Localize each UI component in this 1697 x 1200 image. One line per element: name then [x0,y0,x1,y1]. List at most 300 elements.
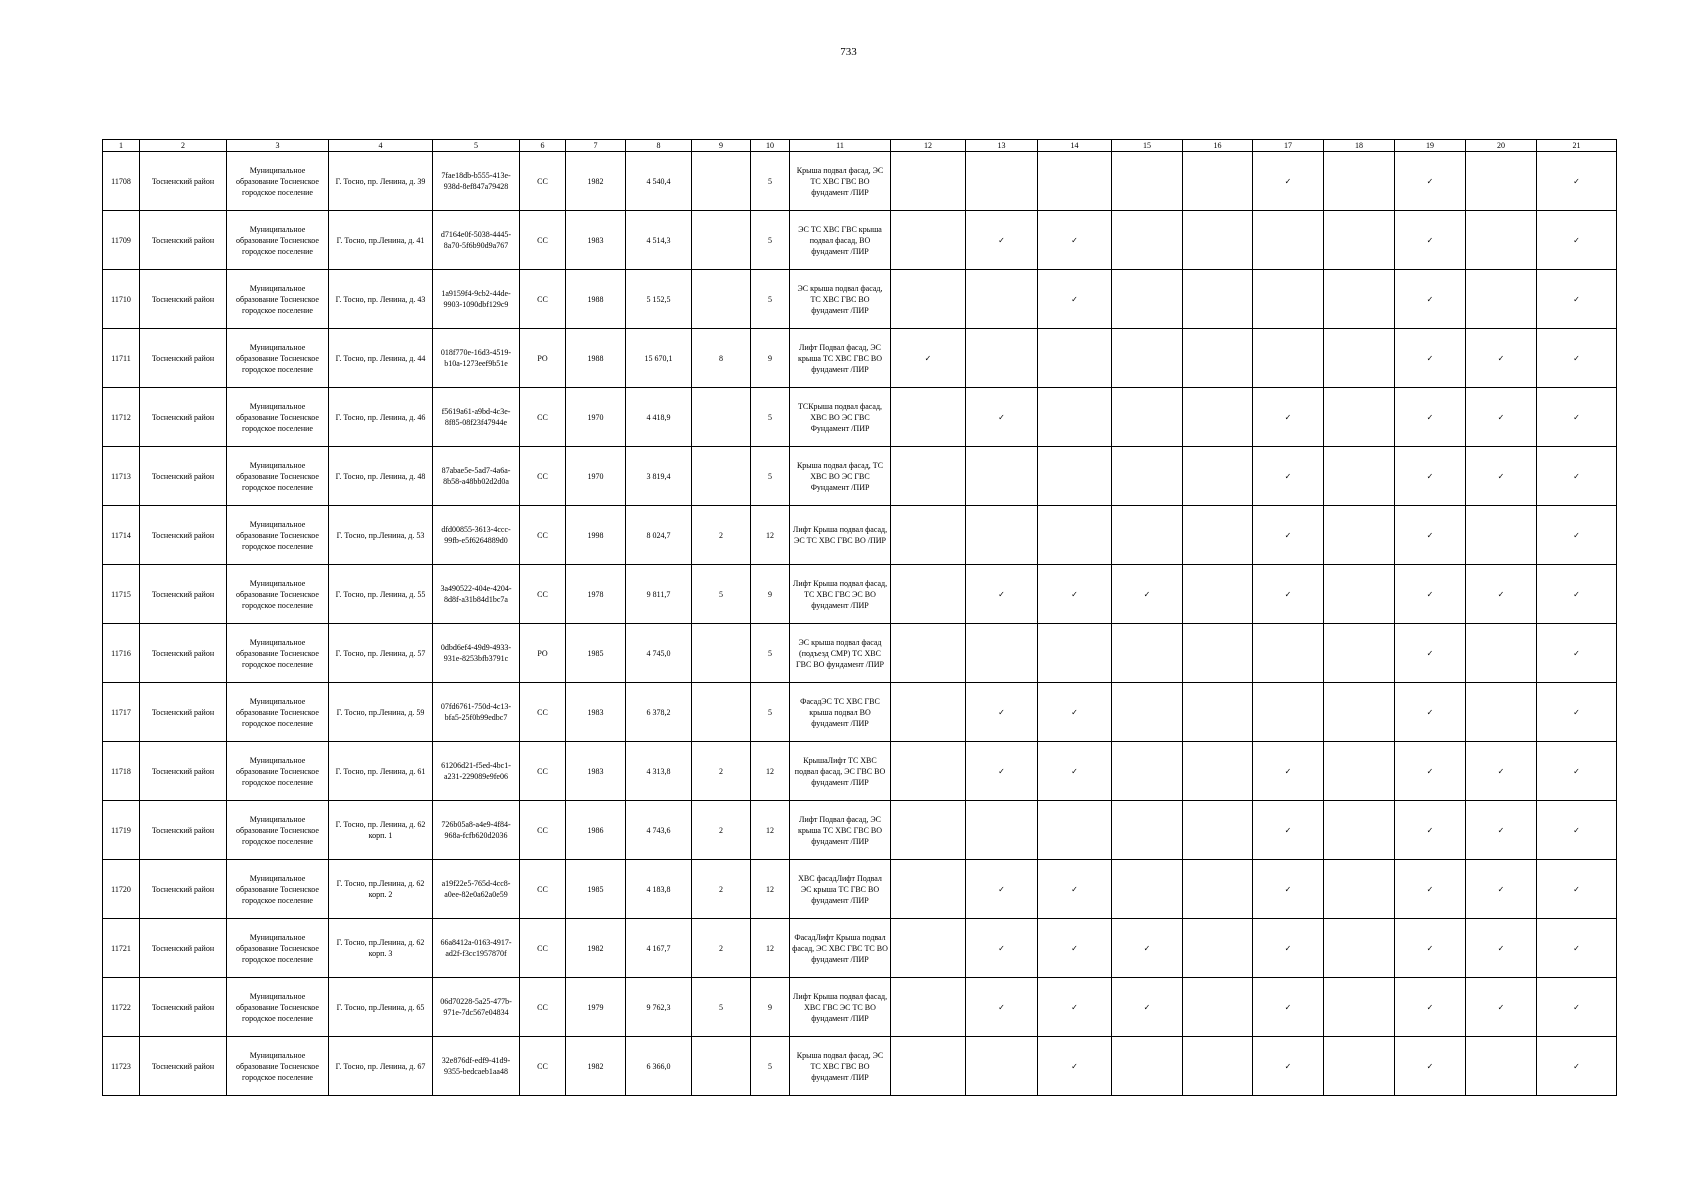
record-id-cell: 11721 [103,919,140,978]
address-cell: Г. Тосно, пр. Ленина, д. 43 [329,270,433,329]
works-list-cell: Лифт Крыша подвал фасад, ЭС ТС ХВС ГВС ВО /ПИР [790,506,891,565]
checkmark-icon: ✓ [1395,683,1466,742]
record-id-cell: 11713 [103,447,140,506]
checkmark-icon: ✓ [1253,978,1324,1037]
wall-type-cell: СС [520,683,566,742]
empty-check-cell [1183,978,1253,1037]
works-list-cell: Крыша подвал фасад, ЭС ТС ХВС ГВС ВО фундамент /ПИР [790,1037,891,1096]
area-cell: 3 819,4 [626,447,692,506]
wall-type-cell: СС [520,270,566,329]
table-row [103,152,1617,211]
district-cell: Тосненский район [140,506,227,565]
elevator-count-cell: 2 [692,742,751,801]
empty-check-cell [1466,270,1537,329]
elevator-count-cell: 5 [692,565,751,624]
checkmark-icon: ✓ [1466,447,1537,506]
empty-check-cell [1324,742,1395,801]
empty-check-cell [1038,388,1112,447]
guid-cell: 018f770e-16d3-4519-b10a-1273eef9b51e [433,329,520,388]
checkmark-icon: ✓ [1038,683,1112,742]
table-row [103,978,1617,1037]
address-cell: Г. Тосно, пр. Ленина, д. 62 корп. 1 [329,801,433,860]
empty-check-cell [1466,683,1537,742]
record-id-cell: 11717 [103,683,140,742]
wall-type-cell: СС [520,565,566,624]
checkmark-icon: ✓ [1537,447,1617,506]
address-cell: Г. Тосно, пр. Ленина, д. 48 [329,447,433,506]
wall-type-cell: СС [520,919,566,978]
area-cell: 6 378,2 [626,683,692,742]
table-row [103,388,1617,447]
checkmark-icon: ✓ [1395,860,1466,919]
wall-type-cell: СС [520,152,566,211]
empty-check-cell [891,624,966,683]
empty-check-cell [1324,329,1395,388]
checkmark-icon: ✓ [1038,270,1112,329]
checkmark-icon: ✓ [1395,919,1466,978]
floors-cell: 12 [751,506,790,565]
record-id-cell: 11718 [103,742,140,801]
area-cell: 4 313,8 [626,742,692,801]
guid-cell: 1a9159f4-9cb2-44de-9903-1090dbf129c9 [433,270,520,329]
column-header: 2 [140,140,227,152]
record-id-cell: 11715 [103,565,140,624]
empty-check-cell [891,860,966,919]
record-id-cell: 11714 [103,506,140,565]
guid-cell: 3a490522-404e-4204-8d8f-a31b84d1bc7a [433,565,520,624]
column-header: 9 [692,140,751,152]
checkmark-icon: ✓ [1038,978,1112,1037]
guid-cell: 0dbd6ef4-49d9-4933-931e-8253bfb3791c [433,624,520,683]
column-header: 14 [1038,140,1112,152]
guid-cell: f5619a61-a9bd-4c3e-8f85-08f23f47944e [433,388,520,447]
table-body [103,152,1617,1096]
year-cell: 1970 [566,447,626,506]
empty-check-cell [1324,860,1395,919]
guid-cell: 726b05a8-a4e9-4f84-968a-fcfb620d2036 [433,801,520,860]
district-cell: Тосненский район [140,742,227,801]
elevator-count-cell [692,270,751,329]
elevator-count-cell [692,624,751,683]
empty-check-cell [1112,388,1183,447]
empty-check-cell [1112,683,1183,742]
table-row [103,329,1617,388]
table-row [103,565,1617,624]
checkmark-icon: ✓ [966,742,1038,801]
municipality-cell: Муниципальное образование Тосненское городское поселение [227,801,329,860]
column-header: 7 [566,140,626,152]
address-cell: Г. Тосно, пр. Ленина, д. 57 [329,624,433,683]
municipality-cell: Муниципальное образование Тосненское городское поселение [227,624,329,683]
year-cell: 1986 [566,801,626,860]
column-header: 1 [103,140,140,152]
column-header: 3 [227,140,329,152]
empty-check-cell [1112,624,1183,683]
empty-check-cell [1253,329,1324,388]
empty-check-cell [1038,801,1112,860]
floors-cell: 5 [751,447,790,506]
checkmark-icon: ✓ [1537,211,1617,270]
district-cell: Тосненский район [140,270,227,329]
empty-check-cell [1324,801,1395,860]
empty-check-cell [1112,860,1183,919]
floors-cell: 5 [751,152,790,211]
empty-check-cell [1183,447,1253,506]
empty-check-cell [1038,624,1112,683]
elevator-count-cell [692,211,751,270]
address-cell: Г. Тосно, пр. Ленина, д. 61 [329,742,433,801]
checkmark-icon: ✓ [1537,860,1617,919]
floors-cell: 9 [751,565,790,624]
checkmark-icon: ✓ [1253,152,1324,211]
elevator-count-cell [692,683,751,742]
area-cell: 8 024,7 [626,506,692,565]
municipality-cell: Муниципальное образование Тосненское городское поселение [227,329,329,388]
checkmark-icon: ✓ [1537,329,1617,388]
empty-check-cell [1183,683,1253,742]
elevator-count-cell [692,152,751,211]
empty-check-cell [1466,152,1537,211]
record-id-cell: 11719 [103,801,140,860]
column-header: 10 [751,140,790,152]
table-row [103,506,1617,565]
area-cell: 4 540,4 [626,152,692,211]
district-cell: Тосненский район [140,860,227,919]
table-row [103,919,1617,978]
works-list-cell: ХВС фасадЛифт Подвал ЭС крыша ТС ГВС ВО фундамент /ПИР [790,860,891,919]
column-header: 19 [1395,140,1466,152]
checkmark-icon: ✓ [1038,211,1112,270]
empty-check-cell [1466,1037,1537,1096]
year-cell: 1979 [566,978,626,1037]
checkmark-icon: ✓ [1537,919,1617,978]
empty-check-cell [1324,506,1395,565]
works-list-cell: ЭС крыша подвал фасад, ТС ХВС ГВС ВО фундамент /ПИР [790,270,891,329]
wall-type-cell: СС [520,860,566,919]
empty-check-cell [891,388,966,447]
checkmark-icon: ✓ [1112,919,1183,978]
checkmark-icon: ✓ [1466,860,1537,919]
checkmark-icon: ✓ [1038,919,1112,978]
municipality-cell: Муниципальное образование Тосненское городское поселение [227,1037,329,1096]
year-cell: 1998 [566,506,626,565]
checkmark-icon: ✓ [966,388,1038,447]
table-row [103,624,1617,683]
district-cell: Тосненский район [140,683,227,742]
column-header: 21 [1537,140,1617,152]
works-list-cell: КрышаЛифт ТС ХВС подвал фасад, ЭС ГВС ВО фундамент /ПИР [790,742,891,801]
works-list-cell: Крыша подвал фасад, ТС ХВС ВО ЭС ГВС Фундамент /ПИР [790,447,891,506]
floors-cell: 5 [751,1037,790,1096]
floors-cell: 5 [751,270,790,329]
municipality-cell: Муниципальное образование Тосненское городское поселение [227,683,329,742]
empty-check-cell [1324,1037,1395,1096]
checkmark-icon: ✓ [1038,565,1112,624]
wall-type-cell: СС [520,506,566,565]
address-cell: Г. Тосно, пр.Ленина, д. 62 корп. 3 [329,919,433,978]
municipality-cell: Муниципальное образование Тосненское городское поселение [227,506,329,565]
checkmark-icon: ✓ [1395,801,1466,860]
year-cell: 1982 [566,1037,626,1096]
record-id-cell: 11711 [103,329,140,388]
checkmark-icon: ✓ [1466,742,1537,801]
checkmark-icon: ✓ [1253,860,1324,919]
checkmark-icon: ✓ [1537,624,1617,683]
address-cell: Г. Тосно, пр.Ленина, д. 59 [329,683,433,742]
column-number-header-row [103,140,1617,152]
empty-check-cell [1183,565,1253,624]
address-cell: Г. Тосно, пр. Ленина, д. 44 [329,329,433,388]
year-cell: 1982 [566,919,626,978]
checkmark-icon: ✓ [1537,270,1617,329]
checkmark-icon: ✓ [1395,978,1466,1037]
checkmark-icon: ✓ [1395,742,1466,801]
checkmark-icon: ✓ [1395,624,1466,683]
empty-check-cell [1324,624,1395,683]
elevator-count-cell: 2 [692,506,751,565]
empty-check-cell [1324,388,1395,447]
empty-check-cell [1324,270,1395,329]
checkmark-icon: ✓ [1253,919,1324,978]
year-cell: 1983 [566,683,626,742]
checkmark-icon: ✓ [1537,683,1617,742]
empty-check-cell [1466,211,1537,270]
checkmark-icon: ✓ [1466,978,1537,1037]
area-cell: 15 670,1 [626,329,692,388]
empty-check-cell [1038,447,1112,506]
address-cell: Г. Тосно, пр.Ленина, д. 41 [329,211,433,270]
floors-cell: 5 [751,388,790,447]
empty-check-cell [1112,742,1183,801]
checkmark-icon: ✓ [1466,329,1537,388]
empty-check-cell [1253,683,1324,742]
table-row [103,742,1617,801]
elevator-count-cell [692,1037,751,1096]
empty-check-cell [1112,1037,1183,1096]
checkmark-icon: ✓ [966,978,1038,1037]
floors-cell: 9 [751,329,790,388]
empty-check-cell [891,565,966,624]
works-list-cell: ЭС ТС ХВС ГВС крыша подвал фасад, ВО фундамент /ПИР [790,211,891,270]
column-header: 5 [433,140,520,152]
address-cell: Г. Тосно, пр. Ленина, д. 55 [329,565,433,624]
column-header: 16 [1183,140,1253,152]
works-list-cell: Лифт Подвал фасад, ЭС крыша ТС ХВС ГВС ВО фундамент /ПИР [790,801,891,860]
checkmark-icon: ✓ [966,683,1038,742]
year-cell: 1970 [566,388,626,447]
record-id-cell: 11710 [103,270,140,329]
empty-check-cell [1112,152,1183,211]
municipality-cell: Муниципальное образование Тосненское городское поселение [227,565,329,624]
checkmark-icon: ✓ [1253,742,1324,801]
table-row [103,860,1617,919]
column-header: 20 [1466,140,1537,152]
district-cell: Тосненский район [140,565,227,624]
municipality-cell: Муниципальное образование Тосненское городское поселение [227,211,329,270]
checkmark-icon: ✓ [1537,152,1617,211]
empty-check-cell [891,211,966,270]
column-header: 4 [329,140,433,152]
area-cell: 4 183,8 [626,860,692,919]
area-cell: 4 745,0 [626,624,692,683]
checkmark-icon: ✓ [1038,742,1112,801]
elevator-count-cell: 2 [692,801,751,860]
guid-cell: 87abae5e-5ad7-4a6a-8b58-a48bb02d2d0a [433,447,520,506]
empty-check-cell [966,801,1038,860]
empty-check-cell [1253,211,1324,270]
checkmark-icon: ✓ [1537,565,1617,624]
municipality-cell: Муниципальное образование Тосненское городское поселение [227,978,329,1037]
column-header: 6 [520,140,566,152]
floors-cell: 12 [751,860,790,919]
wall-type-cell: СС [520,388,566,447]
municipality-cell: Муниципальное образование Тосненское городское поселение [227,152,329,211]
table-row [103,270,1617,329]
floors-cell: 5 [751,211,790,270]
floors-cell: 12 [751,742,790,801]
empty-check-cell [1112,447,1183,506]
empty-check-cell [891,270,966,329]
empty-check-cell [1112,211,1183,270]
year-cell: 1985 [566,860,626,919]
record-id-cell: 11716 [103,624,140,683]
area-cell: 4 167,7 [626,919,692,978]
empty-check-cell [966,447,1038,506]
column-header: 18 [1324,140,1395,152]
year-cell: 1983 [566,742,626,801]
empty-check-cell [1466,624,1537,683]
empty-check-cell [891,919,966,978]
year-cell: 1985 [566,624,626,683]
works-list-cell: Лифт Крыша подвал фасад, ХВС ГВС ЭС ТС ВО фундамент /ПИР [790,978,891,1037]
empty-check-cell [966,329,1038,388]
table-row [103,447,1617,506]
municipality-cell: Муниципальное образование Тосненское городское поселение [227,447,329,506]
empty-check-cell [1324,978,1395,1037]
checkmark-icon: ✓ [966,919,1038,978]
checkmark-icon: ✓ [1466,919,1537,978]
district-cell: Тосненский район [140,919,227,978]
empty-check-cell [1183,152,1253,211]
page-number: 733 [840,46,857,58]
guid-cell: 06d70228-5a25-477b-971e-7dc567e04834 [433,978,520,1037]
floors-cell: 9 [751,978,790,1037]
column-header: 13 [966,140,1038,152]
checkmark-icon: ✓ [1537,1037,1617,1096]
district-cell: Тосненский район [140,388,227,447]
area-cell: 9 811,7 [626,565,692,624]
address-cell: Г. Тосно, пр. Ленина, д. 46 [329,388,433,447]
floors-cell: 12 [751,919,790,978]
area-cell: 5 152,5 [626,270,692,329]
municipality-cell: Муниципальное образование Тосненское городское поселение [227,388,329,447]
checkmark-icon: ✓ [1466,388,1537,447]
empty-check-cell [1324,152,1395,211]
empty-check-cell [891,683,966,742]
column-header: 11 [790,140,891,152]
checkmark-icon: ✓ [966,211,1038,270]
checkmark-icon: ✓ [1253,447,1324,506]
address-cell: Г. Тосно, пр. Ленина, д. 67 [329,1037,433,1096]
empty-check-cell [1038,329,1112,388]
year-cell: 1982 [566,152,626,211]
column-header: 17 [1253,140,1324,152]
guid-cell: 07fd6761-750d-4c13-bfa5-25f0b99edbc7 [433,683,520,742]
record-id-cell: 11709 [103,211,140,270]
empty-check-cell [1183,624,1253,683]
checkmark-icon: ✓ [1537,388,1617,447]
empty-check-cell [966,506,1038,565]
record-id-cell: 11712 [103,388,140,447]
empty-check-cell [1183,919,1253,978]
elevator-count-cell: 2 [692,919,751,978]
floors-cell: 5 [751,624,790,683]
empty-check-cell [891,742,966,801]
empty-check-cell [1324,919,1395,978]
empty-check-cell [891,1037,966,1096]
wall-type-cell: СС [520,1037,566,1096]
table-row [103,683,1617,742]
address-cell: Г. Тосно, пр.Ленина, д. 65 [329,978,433,1037]
address-cell: Г. Тосно, пр.Ленина, д. 53 [329,506,433,565]
column-header: 12 [891,140,966,152]
empty-check-cell [966,624,1038,683]
address-cell: Г. Тосно, пр.Ленина, д. 62 корп. 2 [329,860,433,919]
area-cell: 9 762,3 [626,978,692,1037]
checkmark-icon: ✓ [1395,270,1466,329]
empty-check-cell [1183,388,1253,447]
district-cell: Тосненский район [140,978,227,1037]
year-cell: 1983 [566,211,626,270]
checkmark-icon: ✓ [1253,388,1324,447]
checkmark-icon: ✓ [1537,801,1617,860]
district-cell: Тосненский район [140,152,227,211]
checkmark-icon: ✓ [1395,388,1466,447]
checkmark-icon: ✓ [1537,978,1617,1037]
checkmark-icon: ✓ [1038,1037,1112,1096]
works-list-cell: Крыша подвал фасад, ЭС ТС ХВС ГВС ВО фундамент /ПИР [790,152,891,211]
empty-check-cell [891,447,966,506]
wall-type-cell: СС [520,742,566,801]
works-list-cell: ФасадЭС ТС ХВС ГВС крыша подвал ВО фундамент /ПИР [790,683,891,742]
empty-check-cell [1038,152,1112,211]
empty-check-cell [1324,683,1395,742]
empty-check-cell [1183,211,1253,270]
wall-type-cell: СС [520,978,566,1037]
municipality-cell: Муниципальное образование Тосненское городское поселение [227,270,329,329]
checkmark-icon: ✓ [1395,565,1466,624]
guid-cell: dfd00855-3613-4ccc-99fb-e5f6264889d0 [433,506,520,565]
area-cell: 4 418,9 [626,388,692,447]
checkmark-icon: ✓ [1395,1037,1466,1096]
record-id-cell: 11708 [103,152,140,211]
checkmark-icon: ✓ [891,329,966,388]
floors-cell: 5 [751,683,790,742]
guid-cell: 61206d21-f5ed-4bc1-a231-229089e9fe06 [433,742,520,801]
guid-cell: 66a8412a-0163-4917-ad2f-f3cc1957870f [433,919,520,978]
checkmark-icon: ✓ [1537,742,1617,801]
district-cell: Тосненский район [140,801,227,860]
empty-check-cell [1183,742,1253,801]
elevator-count-cell: 8 [692,329,751,388]
checkmark-icon: ✓ [1466,565,1537,624]
record-id-cell: 11723 [103,1037,140,1096]
district-cell: Тосненский район [140,329,227,388]
column-header: 15 [1112,140,1183,152]
empty-check-cell [1112,506,1183,565]
table-row [103,211,1617,270]
district-cell: Тосненский район [140,1037,227,1096]
